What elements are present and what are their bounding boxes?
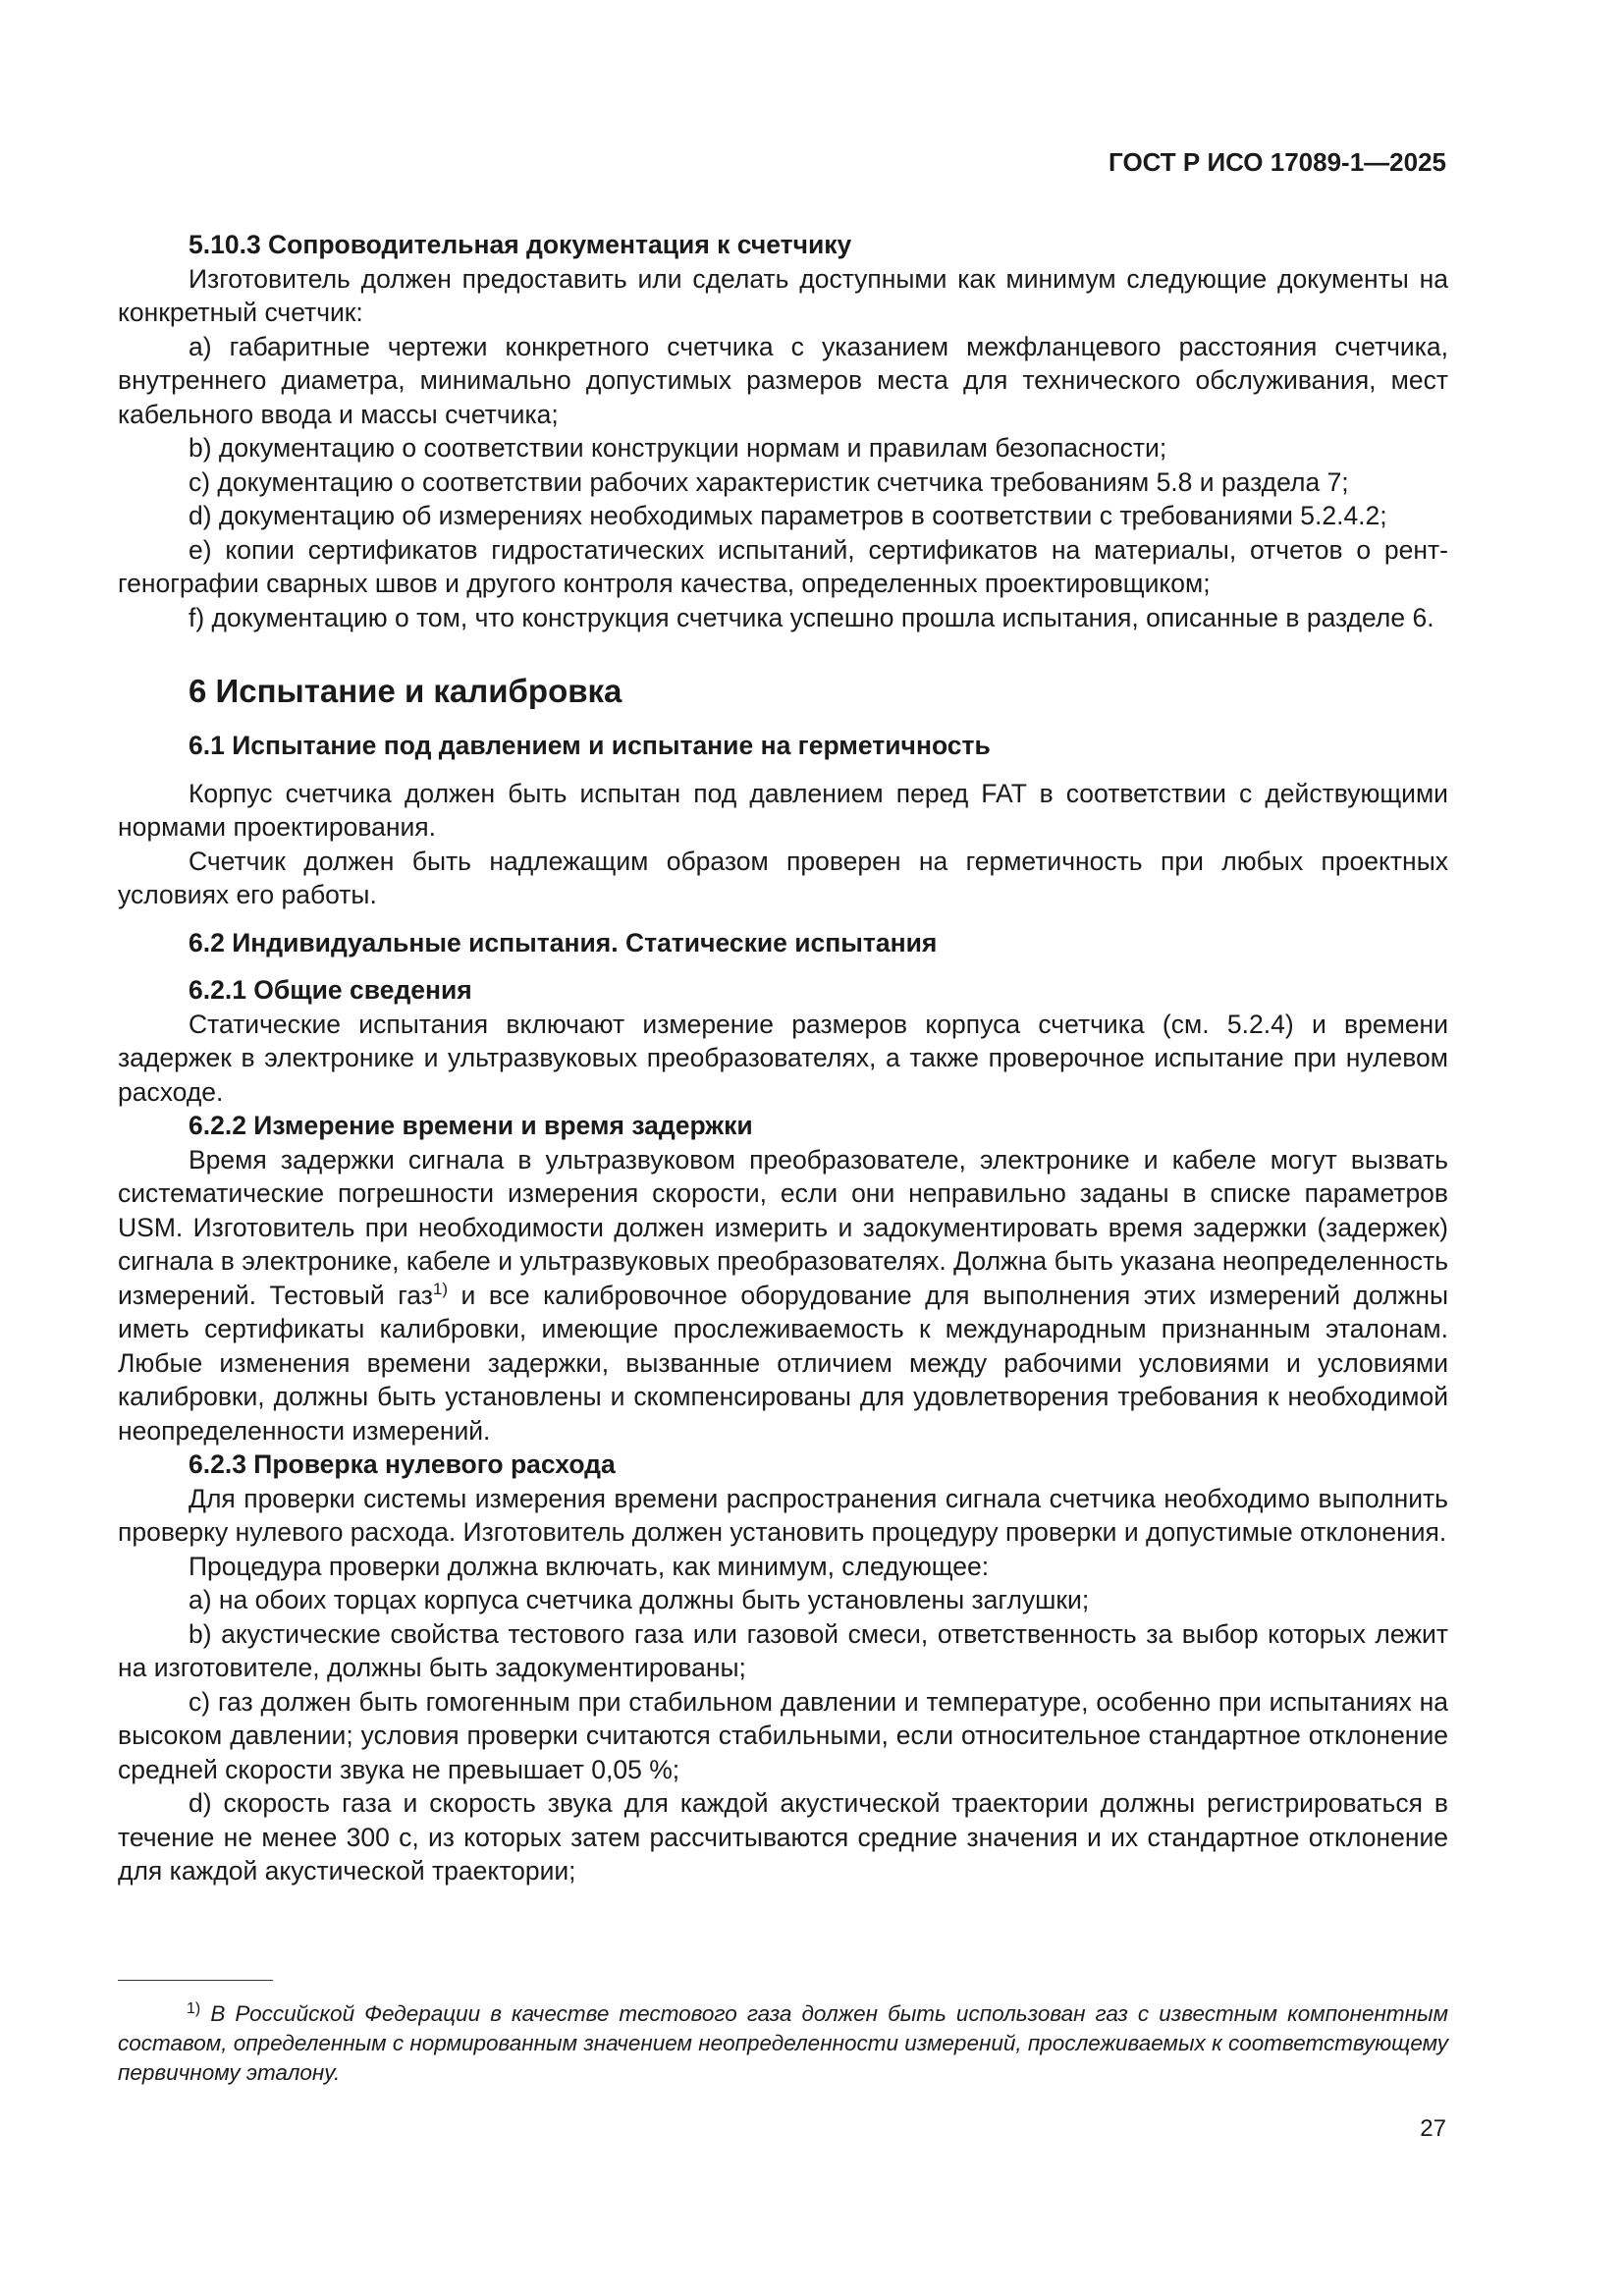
list-item: d) документацию об измерениях необходимых параметров в соответствии с требованиями 5.2.4.2; xyxy=(189,501,1387,530)
subsection-title-6-2-2: 6.2.2 Измерение времени и время задержки xyxy=(189,1111,753,1140)
document-header: ГОСТ Р ИСО 17089-1—2025 xyxy=(1109,147,1446,177)
paragraph: Процедура проверки должна включать, как минимум, следующее: xyxy=(189,1551,990,1581)
list-item: b) документацию о соответствии конструкции нормам и правилам безопасности; xyxy=(189,433,1167,463)
footnote-divider xyxy=(118,1980,273,1981)
paragraph: Статические испытания включают измерение размеров корпуса счетчика (см. 5.2.4) и времени задержек в электронике и ультразвуковых преобразователях, а также проверочное испытание при нулевом расходе. xyxy=(118,1009,1448,1107)
paragraph: Изготовитель должен предоставить или сделать доступными как минимум следующие документы на конкретный счетчик: xyxy=(118,263,1448,327)
footnote-reference: 1) xyxy=(432,1279,449,1298)
list-item: e) копии сертификатов гидростатических испытаний, сертификатов на материалы, отчетов о рентгенографии сварных швов и другого контроля качества, определенных проектировщиком; xyxy=(118,534,1448,598)
footnote-text: В Российской Федерации в качестве тестового газа должен быть использован газ с известным компонентным составом, определенным с нормированным значением неопределенности измерений, прослеживаемых к соответствующему первичному эталону. xyxy=(118,2001,1448,2085)
paragraph-text: и все калибровочное оборудование для выполнения этих измерений должны иметь сертификаты калибровки, имеющие прослеживаемость к международным признанным эталонам. Любые изменения времени задержки, вызванные отличием между рабочими условиями и условиями калибровки, должны быть установлены и скомпенсированы для удовлетворения требования к необходимой неопределенности измерений. xyxy=(118,1280,1448,1446)
section-title-6: 6 Испытание и калибровка xyxy=(189,673,622,709)
subsection-title-6-2-3: 6.2.3 Проверка нулевого расхода xyxy=(189,1449,616,1479)
paragraph: Корпус счетчика должен быть испытан под давлением перед FAT в соответствии с действующими нормами проектирования. xyxy=(118,778,1448,842)
list-item: d) скорость газа и скорость звука для каждой акустической траектории должны регистрироваться в течение не менее 300 с, из которых затем рассчитываются средние значения и их стандартное отклонение для каждой акустической траектории; xyxy=(118,1788,1448,1886)
list-item: a) на обоих торцах корпуса счетчика должны быть установлены заглушки; xyxy=(189,1585,1090,1614)
list-item: c) газ должен быть гомогенным при стабильном давлении и температуре, особенно при испытаниях на высоком давлении; условия проверки считаются стабильными, если относительное стандартное отклонение средней скорости звука не превышает 0,05 %; xyxy=(118,1686,1448,1784)
subsection-title-5-10-3: 5.10.3 Сопроводительная документация к счетчику xyxy=(189,230,852,259)
subsection-title-6-2: 6.2 Индивидуальные испытания. Статические испытания xyxy=(189,927,938,957)
list-item: b) акустические свойства тестового газа или газовой смеси, ответственность за выбор которых лежит на изготовителе, должны быть задокументированы; xyxy=(118,1618,1448,1682)
list-item: c) документацию о соответствии рабочих характеристик счетчика требованиям 5.8 и раздела 7; xyxy=(189,466,1349,497)
paragraph: Счетчик должен быть надлежащим образом проверен на герметичность при любых проектных условиях его работы. xyxy=(118,846,1448,909)
footnote-marker: 1) xyxy=(187,2000,201,2017)
footnote xyxy=(118,1999,1448,2088)
subsection-title-6-2-1: 6.2.1 Общие сведения xyxy=(189,975,472,1005)
paragraph-text: Время задержки сигнала в ультразвуковом преобразователе, электронике и кабеле могут вызвать систематические погрешности измерения скорости, если они неправильно заданы в списке параметров USM. Изготовитель при необходимости должен измерить и задокументировать время задержки (задержек) сигнала в электронике, кабеле и ультразвуковых преобразователях. Должна быть указана неопределенность измерений. Тестовый газ xyxy=(118,1144,1448,1310)
list-item: a) габаритные чертежи конкретного счетчика с указанием межфланцевого расстояния счетчика, внутреннего диаметра, минимально допустимых размеров места для технического обслуживания, мест кабельного ввода и массы счетчика; xyxy=(118,331,1448,429)
list-item: f) документацию о том, что конструкция счетчика успешно прошла испытания, описанные в разделе 6. xyxy=(189,602,1434,632)
paragraph xyxy=(118,1143,1448,1449)
subsection-title-6-1: 6.1 Испытание под давлением и испытание на герметичность xyxy=(189,731,991,760)
paragraph: Для проверки системы измерения времени распространения сигнала счетчика необходимо выполнить проверку нулевого расхода. Изготовитель должен установить процедуру проверки и допустимые отклонения. xyxy=(118,1483,1448,1547)
page-body xyxy=(118,228,1448,1888)
page-number: 27 xyxy=(1420,2115,1446,2142)
